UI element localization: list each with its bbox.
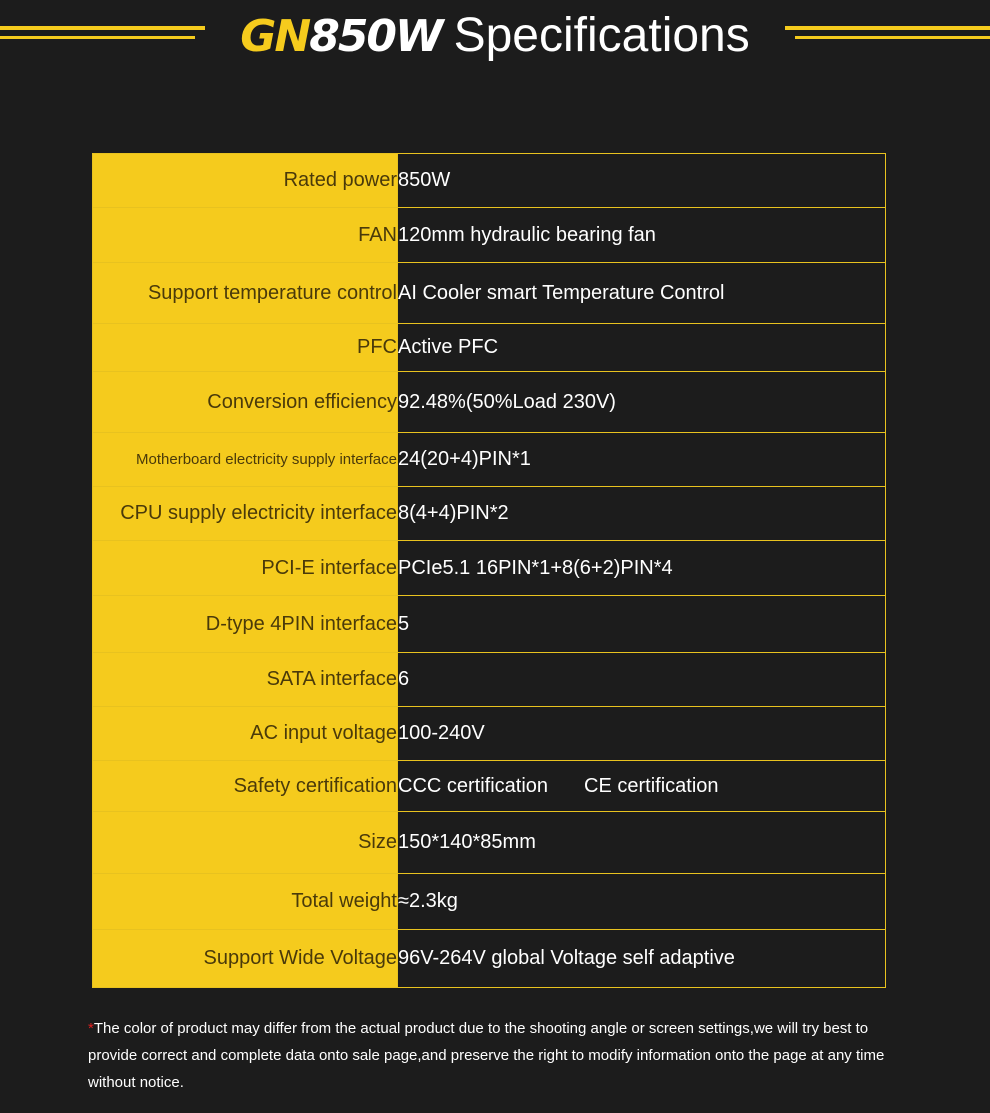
spec-value: 850W: [398, 154, 886, 208]
spec-label: Motherboard electricity supply interface: [93, 433, 398, 487]
spec-label: D-type 4PIN interface: [93, 596, 398, 653]
spec-label: PCI-E interface: [93, 541, 398, 596]
spec-label: Conversion efficiency: [93, 372, 398, 433]
spec-value: 96V-264V global Voltage self adaptive: [398, 930, 886, 988]
spec-label: Total weight: [93, 874, 398, 930]
disclaimer-text: The color of product may differ from the actual product due to the shooting angle or screen settings,we will try best to provide correct and complete data onto sale page,and preserve the right to modify information onto the page at any time without notice.: [88, 1020, 885, 1091]
page-title: [0, 6, 990, 67]
spec-value: PCIe5.1 16PIN*1+8(6+2)PIN*4: [398, 541, 886, 596]
spec-value-primary: CCC certification: [398, 774, 549, 797]
spec-label: FAN: [93, 208, 398, 263]
table-row: [93, 596, 886, 653]
spec-value: [398, 761, 886, 812]
table-row: [93, 263, 886, 324]
spec-value-secondary: CE certification: [584, 774, 719, 797]
spec-table: [92, 153, 886, 988]
table-row: [93, 154, 886, 208]
spec-label: Safety certification: [93, 761, 398, 812]
spec-value: AI Cooler smart Temperature Control: [398, 263, 886, 324]
table-row: [93, 433, 886, 487]
spec-value: 150*140*85mm: [398, 812, 886, 874]
disclaimer-note: [88, 1015, 888, 1096]
table-row: [93, 372, 886, 433]
spec-label: SATA interface: [93, 653, 398, 707]
spec-label: PFC: [93, 324, 398, 372]
spec-label: AC input voltage: [93, 707, 398, 761]
spec-label: CPU supply electricity interface: [93, 487, 398, 541]
spec-value: 120mm hydraulic bearing fan: [398, 208, 886, 263]
table-row: [93, 707, 886, 761]
table-row: [93, 487, 886, 541]
spec-value: 100-240V: [398, 707, 886, 761]
spec-label: Support Wide Voltage: [93, 930, 398, 988]
spec-value: 6: [398, 653, 886, 707]
table-row: [93, 653, 886, 707]
spec-label: Size: [93, 812, 398, 874]
spec-value: 92.48%(50%Load 230V): [398, 372, 886, 433]
table-row: [93, 930, 886, 988]
spec-value: 24(20+4)PIN*1: [398, 433, 886, 487]
title-text: Specifications: [453, 9, 750, 62]
table-row: [93, 874, 886, 930]
page-header: [0, 0, 990, 78]
spec-value: 8(4+4)PIN*2: [398, 487, 886, 541]
spec-value: Active PFC: [398, 324, 886, 372]
table-row: [93, 324, 886, 372]
spec-label: Support temperature control: [93, 263, 398, 324]
spec-value: 5: [398, 596, 886, 653]
table-row: [93, 208, 886, 263]
table-row: [93, 541, 886, 596]
brand-logo: GN850W: [240, 11, 442, 62]
spec-value: ≈2.3kg: [398, 874, 886, 930]
spec-label: Rated power: [93, 154, 398, 208]
table-row: [93, 812, 886, 874]
asterisk-mark: *: [88, 1020, 94, 1037]
table-row: [93, 761, 886, 812]
